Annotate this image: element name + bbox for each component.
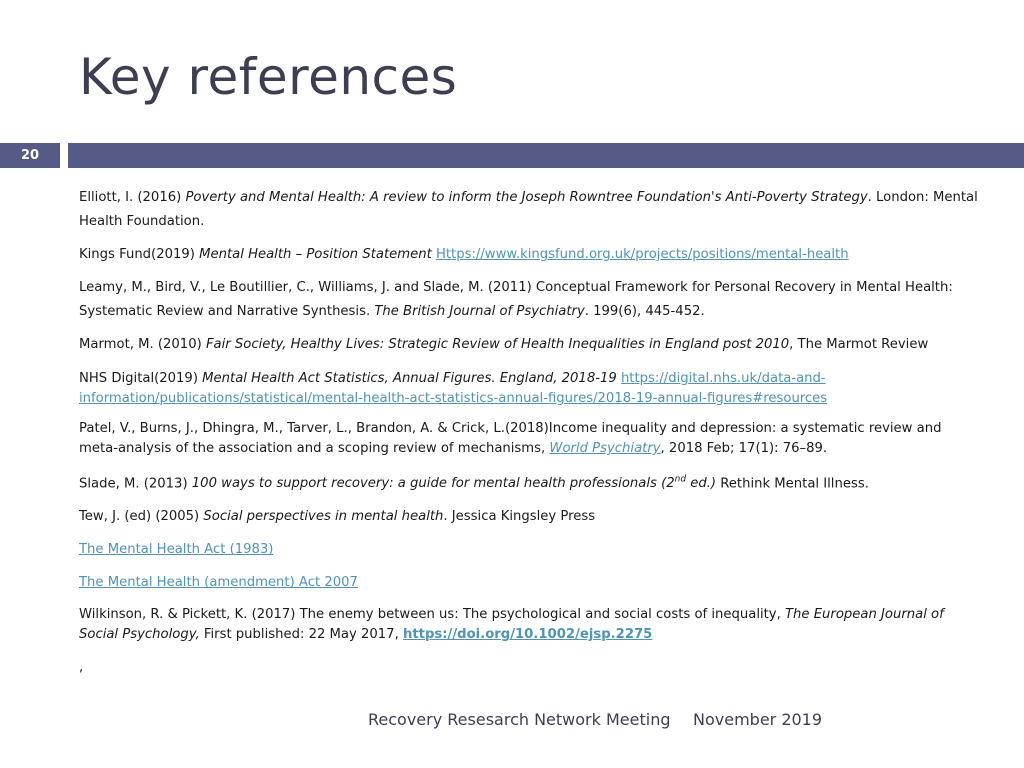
reference-marmot: Marmot, M. (2010) Fair Society, Healthy Lives: Strategic Review of Health Inequalities in England post 2010, The Marmot Review (79, 337, 929, 352)
mha-2007-link[interactable]: The Mental Health (amendment) Act 2007 (79, 575, 358, 591)
header-band (68, 143, 1024, 168)
reference-nhs: NHS Digital(2019) Mental Health Act Statistics, Annual Figures. England, 2018-19 https://digital.nhs.uk/data-and-information/publications/statistical/mental-health-act-statistics-annual-figures/2018-19-annual-figures#resources (79, 371, 828, 406)
kingsfund-link[interactable]: Https://www.kingsfund.org.uk/projects/positions/mental-health (435, 247, 849, 262)
footer-date: November 2019 (693, 710, 823, 729)
doi-link[interactable]: https://doi.org/10.1002/ejsp.2275 (402, 627, 653, 643)
reference-patel: Patel, V., Burns, J., Dhingra, M., Tarver, L., Brandon, A. & Crick, L.(2018)Income inequality and depression: a systematic review and meta-analysis of the association and a scoping review of mechanisms, World Psychiatry, 2018 Feb; 17(1): 76–89. (79, 421, 942, 456)
trailing-comma: , (79, 660, 84, 675)
reference-list (79, 186, 984, 645)
reference-slade: Slade, M. (2013) 100 ways to support recovery: a guide for mental health professionals (2nd ed.) Rethink Mental Illness. (79, 475, 869, 492)
slide-number: 20 (0, 143, 60, 168)
slide-title: Key references (79, 48, 458, 106)
nhs-link[interactable]: https://digital.nhs.uk/data-and-information/publications/statistical/mental-health-act-statistics-annual-figures/2018-19-annual-figures#resources (79, 371, 828, 406)
footer-meeting: Recovery Resesarch Network Meeting (368, 710, 671, 729)
reference-tew: Tew, J. (ed) (2005) Social perspectives in mental health. Jessica Kingsley Press (79, 509, 596, 525)
reference-leamy: Leamy, M., Bird, V., Le Boutillier, C., Williams, J. and Slade, M. (2011) Conceptual Framework for Personal Recovery in Mental Health: Systematic Review and Narrative Synthesis. The British Journal of Psychiatry. 199(6), 445-452. (79, 280, 953, 319)
world-psychiatry-link[interactable]: World Psychiatry (549, 441, 661, 456)
reference-mha-2007 (79, 571, 984, 595)
reference-elliott: Elliott, I. (2016) Poverty and Mental Health: A review to inform the Joseph Rowntree Foundation's Anti-Poverty Strategy. London: Mental Health Foundation. (79, 190, 978, 229)
reference-wilkinson: Wilkinson, R. & Pickett, K. (2017) The enemy between us: The psychological and social costs of inequality, The European Journal of Social Psychology, First published: 22 May 2017, https://doi.org/10.1002/ejsp.2275 (79, 607, 944, 643)
reference-kingsfund: Kings Fund(2019) Mental Health – Position Statement Https://www.kingsfund.org.uk/projects/positions/mental-health (79, 247, 849, 262)
mha-1983-link[interactable]: The Mental Health Act (1983) (79, 542, 274, 558)
reference-mha-1983 (79, 538, 984, 562)
